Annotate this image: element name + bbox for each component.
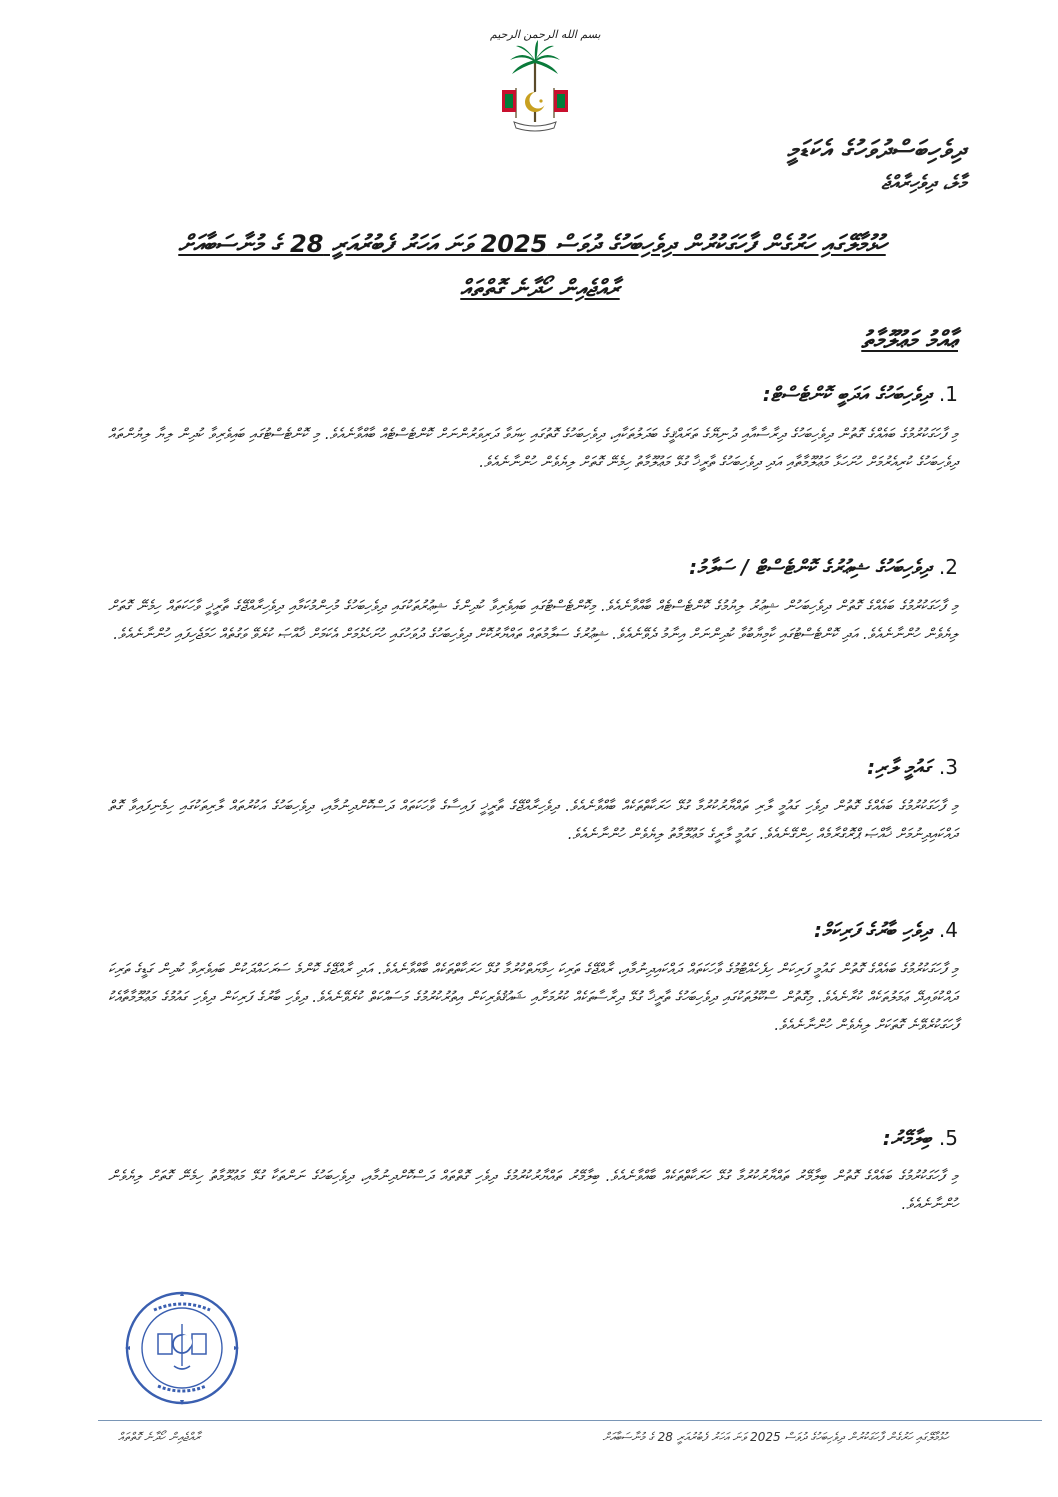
item-title: ގައުމީ ލާރި: bbox=[867, 755, 931, 779]
item-number: 2. bbox=[938, 555, 958, 579]
item-4-body bbox=[108, 955, 958, 1039]
item-5-heading bbox=[883, 1126, 958, 1150]
item-2-heading bbox=[689, 555, 958, 579]
item-title: ބިލާމޭރު: bbox=[882, 1126, 931, 1150]
item-title: ދިވެހިބަހުގެ ޝިޢުރުގެ ކޮންޓެސްޓް / ސަލާމު: bbox=[689, 555, 931, 579]
paragraph: މި ފާހަގަކުރުމުގެ ބައެއްގެ ގޮތުން ދިވެހި ގައުމީ ލާރި ތައްޔާރުކުރުމާ ގުޅޭ ހަރަކާތްތަކެއް ބާއްވާނެއެވެ. ދިވެހިރާއްޖޭގެ ތާރީޚީ ފައިސާގެ ވާހަކަތައް ދަސްކޮށްދިނުމާއި، ދިވެހިބަހުގެ އަކުރުތައް ލާރިތަކުގައި ހިމެނިފައިވާ ގޮތް ދައްކައިދިނުމަށް ޚާއްޞަ ޕްރޮގްރާމެއް ހިންގޭނެއެވެ. ގައުމީ ލާރީގެ މަޢުލޫމާތު ލިޔެވެން ހުންނާނެއެވެ. bbox=[108, 797, 958, 843]
paragraph: މި ފާހަގަކުރުމުގެ ބައެއްގެ ގޮތުން ދިވެހިބަހުގެ ދިރާސާއާއި ދުނިޔޭގެ ތަރައްޤީގެ ބަދަލުތަކާއި، ދިވެހިބަހުގެ ގޮތުގައި ކިޔަވާ ދަރިވަރުންނަށް ކޮންޓެސްޓެއް ބާއްވާނެއެވެ. މި ކޮންޓެސްޓުގައި ބައިވެރިވާ ކުދިން ލިޔާ ލިޔުންތައް ދިވެހިބަހުގެ ކުރިއެރުމަށް ހުށަހަޅާ މަޢުލޫމާތާއި އަދި ދިވެހިބަހުގެ ތާރީޚާ ގުޅޭ މަޢުލޫމާތު ހިމެނޭ ގޮތަށް ލިޔެވެން ހުންނާނެއެވެ. bbox=[108, 425, 958, 471]
paragraph: މި ފާހަގަކުރުމުގެ ބައެއްގެ ގޮތުން ގައުމީ ފަރިކަން ހިފެހެއްޓުމުގެ ވާހަކަތައް ދައްކައިދިނުމާއި، ރާއްޖޭގެ ތަރިކަ ހިމާޔަތްކުރުމާ ގުޅޭ ހަރަކާތްތަކެއް ބާއްވާނެއެވެ. އަދި ރާއްޖޭގެ ކޮންމެ ސަރަހައްދަކުން ބައިވެރިވާ ކުދިން ގަޑީގެ ތަރިކަ ދައްކުވައިދޭ ޢަމަލުތަކެއް ކުރާނެއެވެ. މިގޮތުން ސްކޫލުތަކުގައި ދިވެހިބަހުގެ ތާރީޚާ ގުޅޭ ދިރާސާތަކެއް ކުރުމަށާއި ޝައުޤުވެރިކަން އިތުރުކުރުމުގެ މަސައްކަތް ކުރެވޭނެއެވެ. ދިވެހި ބާރުގެ ފަރިކަން ދިވެހި ގައުމުގެ މަޢުލޫމާތާއެކު ފާހަގަކުރެވޭނެ ގޮތަކަށް ލިޔެވެން ހުންނާނެއެވެ. bbox=[108, 960, 958, 1034]
paragraph: މި ފާހަގަކުރުމުގެ ބައެއްގެ ގޮތުން ބިލާމޭރު ތައްޔާރުކުރުމާ ގުޅޭ ހަރަކާތްތަކެއް ބާއްވާނެއެވެ. ބިލާމޭރު ތައްޔާރުކުރުމުގެ ދިވެހި ގޮތްތައް ދަސްކޮށްދިނުމާއި، ދިވެހިބަހުގެ ނަންތަކާ ގުޅޭ މަޢުލޫމާތު ހިމެނޭ ގޮތަށް ލިޔެވެން ހުންނާނެއެވެ. bbox=[108, 1167, 958, 1213]
item-1-heading bbox=[763, 382, 958, 406]
item-number: 1. bbox=[938, 382, 958, 406]
state-emblem-icon bbox=[494, 30, 576, 134]
item-3-body bbox=[108, 792, 958, 848]
paragraph: މި ފާހަގަކުރުމުގެ ބައެއްގެ ގޮތުން ދިވެހިބަހުން ޝިޢުރު ލިޔުމުގެ ކޮންޓެސްޓެއް ބާއްވާނެއެވެ. މިކޮންޓެސްޓުގައި ބައިވެރިވާ ކުދިންގެ ޝިޢުރުތަކުގައި ދިވެހިބަހުގެ މުހިންމުކަމާއި ދިވެހިރާއްޖޭގެ ތާރީޚީ ވާހަކަތައް ހިމެނޭ ގޮތަށް ލިޔެވެން ހުންނާނެއެވެ. އަދި ކޮންޓެސްޓުގައި ކާމިޔާބުވާ ކުދިންނަށް އިނާމު ދެވޭނެއެވެ. ޝިޢުރުގެ ސަލާމުތައް ތައްޔާރުކޮށް ދިވެހިބަހުގެ ދުވަހުގައި ހުށަހެޅުމަށް އެކަމަށް ޚާއްޞަ ކުރެވޭ ވަގުތެއް ހަމަޖެހިފައި ހުންނާނެއެވެ. bbox=[108, 597, 958, 643]
document-title-line-1: ހުޅުމާލޭގައި ހަރުގެން ފާހަގަކުރުން ދިވެހިބަހުގެ ދުވަސް 2025 ވަނަ އަހަރު ފެބުރުއަރީ 28 ގެ މުނާސަބާއަށް bbox=[178, 230, 886, 258]
item-2-body bbox=[108, 592, 958, 648]
footer-right-text: ހުޅުމާލޭގައި ހަރުގެން ފާހަގަކުރުން ދިވެހިބަހުގެ ދުވަސް 2025 ވަނަ އަހަރު ފެބުރުއަރީ 28 ގެ މުނާސަބާއަށް bbox=[602, 1430, 948, 1444]
item-5-body bbox=[108, 1162, 958, 1218]
organization-name: ދިވެހިބަސްދުވަހުގެ އެކަޑަމީ bbox=[786, 135, 966, 164]
organization-city: މާލެ، ދިވެހިރާއްޖެ bbox=[881, 172, 966, 194]
item-3-heading bbox=[867, 755, 958, 779]
footer-left-text: ރާއްޖެއިން ހޯދާނެ ގޮތްތައް bbox=[118, 1430, 201, 1444]
item-number: 3. bbox=[938, 755, 958, 779]
bismillah-calligraphy: بسم الله الرحمن الرحيم bbox=[490, 28, 601, 41]
item-number: 5. bbox=[938, 1126, 958, 1150]
item-title: ދިވެހި ބާރުގެ ފަރިކަމް: bbox=[814, 918, 931, 942]
item-title: ދިވެހިބަހުގެ އަދަބީ ކޮންޓެސްޓް: bbox=[762, 382, 931, 406]
item-1-body bbox=[108, 420, 958, 476]
section-heading: ޢާއްމު މަޢުލޫމާތު bbox=[861, 326, 958, 354]
footer-divider bbox=[98, 1420, 1042, 1421]
document-title-line-2: ރާއްޖެއިން ހޯދާނެ ގޮތްތައް bbox=[460, 276, 620, 302]
item-number: 4. bbox=[938, 918, 958, 942]
official-seal-stamp-icon bbox=[124, 1290, 240, 1406]
item-4-heading bbox=[814, 918, 958, 942]
